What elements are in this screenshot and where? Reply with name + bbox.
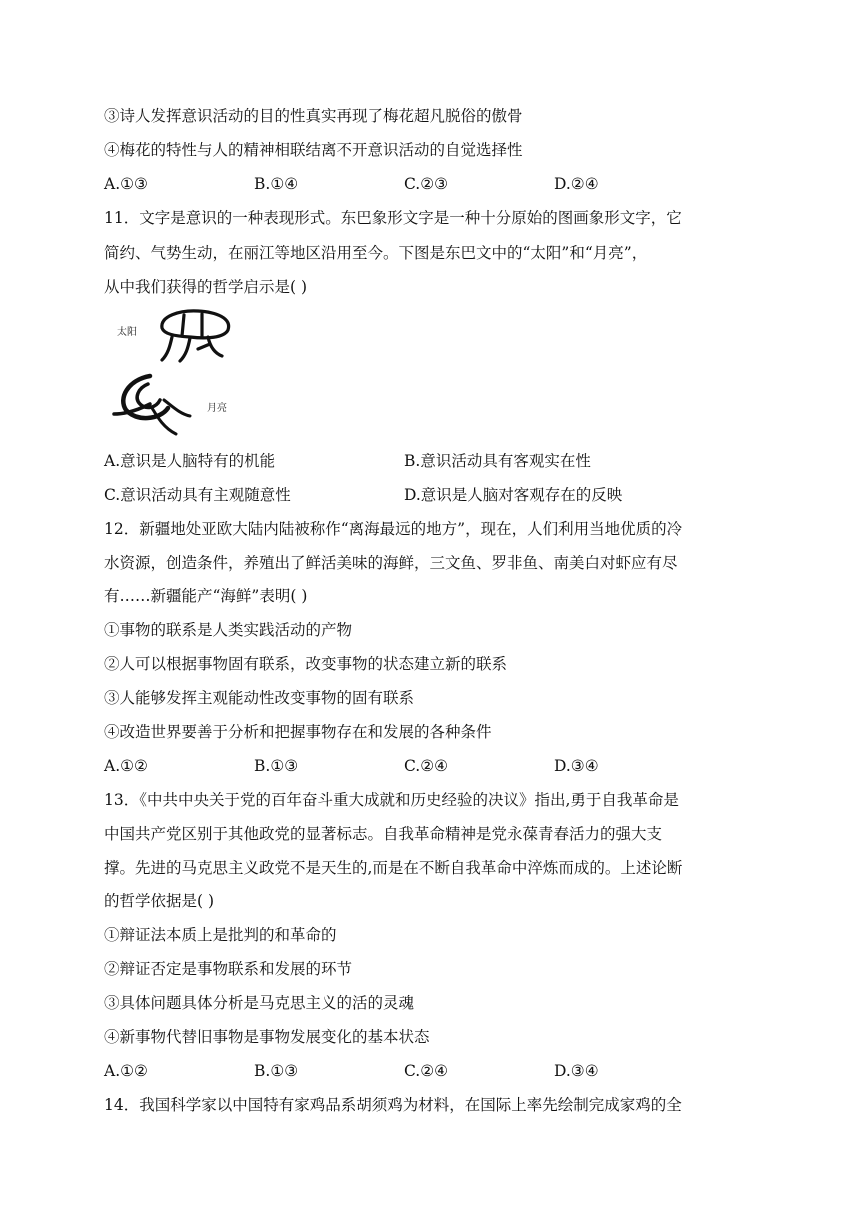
q13-item-4: ④新事物代替旧事物是事物发展变化的基本状态 [104,1028,430,1046]
q13-item-1: ①辩证法本质上是批判的和革命的 [104,926,337,944]
sun-label: 太阳 [117,327,137,338]
q11-stem-line-3: 从中我们获得的哲学启示是( ) [104,278,308,296]
moon-label: 月亮 [207,403,227,414]
q13-stem-line-1: 13．《中共中央关于党的百年奋斗重大成就和历史经验的决议》指出,勇于自我革命是 [104,791,679,809]
q13-option-d: D.③④ [554,1062,599,1080]
q11-option-b: B.意识活动具有客观实在性 [404,452,591,470]
q13-item-2: ②辩证否定是事物联系和发展的环节 [104,960,353,978]
q10-item-4: ④梅花的特性与人的精神相联结离不开意识活动的自觉选择性 [104,141,523,159]
q12-option-d: D.③④ [554,757,599,775]
q11-option-a: A.意识是人脑特有的机能 [104,452,276,470]
q13-item-3: ③具体问题具体分析是马克思主义的活的灵魂 [104,994,415,1012]
q11-stem-line-1: 11．文字是意识的一种表现形式。东巴象形文字是一种十分原始的图画象形文字，它 [104,209,682,227]
q12-option-b: B.①③ [254,757,299,775]
q11-option-c: C.意识活动具有主观随意性 [104,486,291,504]
moon-glyph-icon [108,370,198,440]
q13-option-c: C.②④ [404,1062,449,1080]
q10-item-3: ③诗人发挥意识活动的目的性真实再现了梅花超凡脱俗的傲骨 [104,107,523,125]
q12-option-c: C.②④ [404,757,449,775]
q11-stem-line-2: 简约、气势生动，在丽江等地区沿用至今。下图是东巴文中的“太阳”和“月亮”， [104,244,648,262]
q10-option-b: B.①④ [254,175,299,193]
q12-stem-line-3: 有……新疆能产“海鲜”表明( ) [104,587,308,605]
q12-item-2: ②人可以根据事物固有联系，改变事物的状态建立新的联系 [104,655,508,673]
q12-item-1: ①事物的联系是人类实践活动的产物 [104,621,353,639]
q10-option-d: D.②④ [554,175,599,193]
q12-option-a: A.①② [104,757,148,775]
q13-stem-line-2: 中国共产党区别于其他政党的显著标志。自我革命精神是党永葆青春活力的强大支 [104,825,663,843]
q13-option-a: A.①② [104,1062,148,1080]
q13-stem-line-3: 撑。先进的马克思主义政党不是天生的,而是在不断自我革命中淬炼而成的。上述论断 [104,859,683,877]
q13-stem-line-4: 的哲学依据是( ) [104,892,215,910]
q11-option-d: D.意识是人脑对客观存在的反映 [404,486,623,504]
q12-item-4: ④改造世界要善于分析和把握事物存在和发展的各种条件 [104,723,492,741]
q10-option-c: C.②③ [404,175,449,193]
q10-option-a: A.①③ [104,175,148,193]
q13-option-b: B.①③ [254,1062,299,1080]
q12-item-3: ③人能够发挥主观能动性改变事物的固有联系 [104,689,415,707]
q12-stem-line-2: 水资源，创造条件，养殖出了鲜活美味的海鲜，三文鱼、罗非鱼、南美白对虾应有尽 [104,554,678,572]
q14-stem-line-1: 14．我国科学家以中国特有家鸡品系胡须鸡为材料，在国际上率先绘制完成家鸡的全 [104,1096,682,1114]
sun-glyph-icon [150,306,236,366]
q12-stem-line-1: 12．新疆地处亚欧大陆内陆被称作“离海最远的地方”，现在，人们利用当地优质的冷 [104,520,683,538]
